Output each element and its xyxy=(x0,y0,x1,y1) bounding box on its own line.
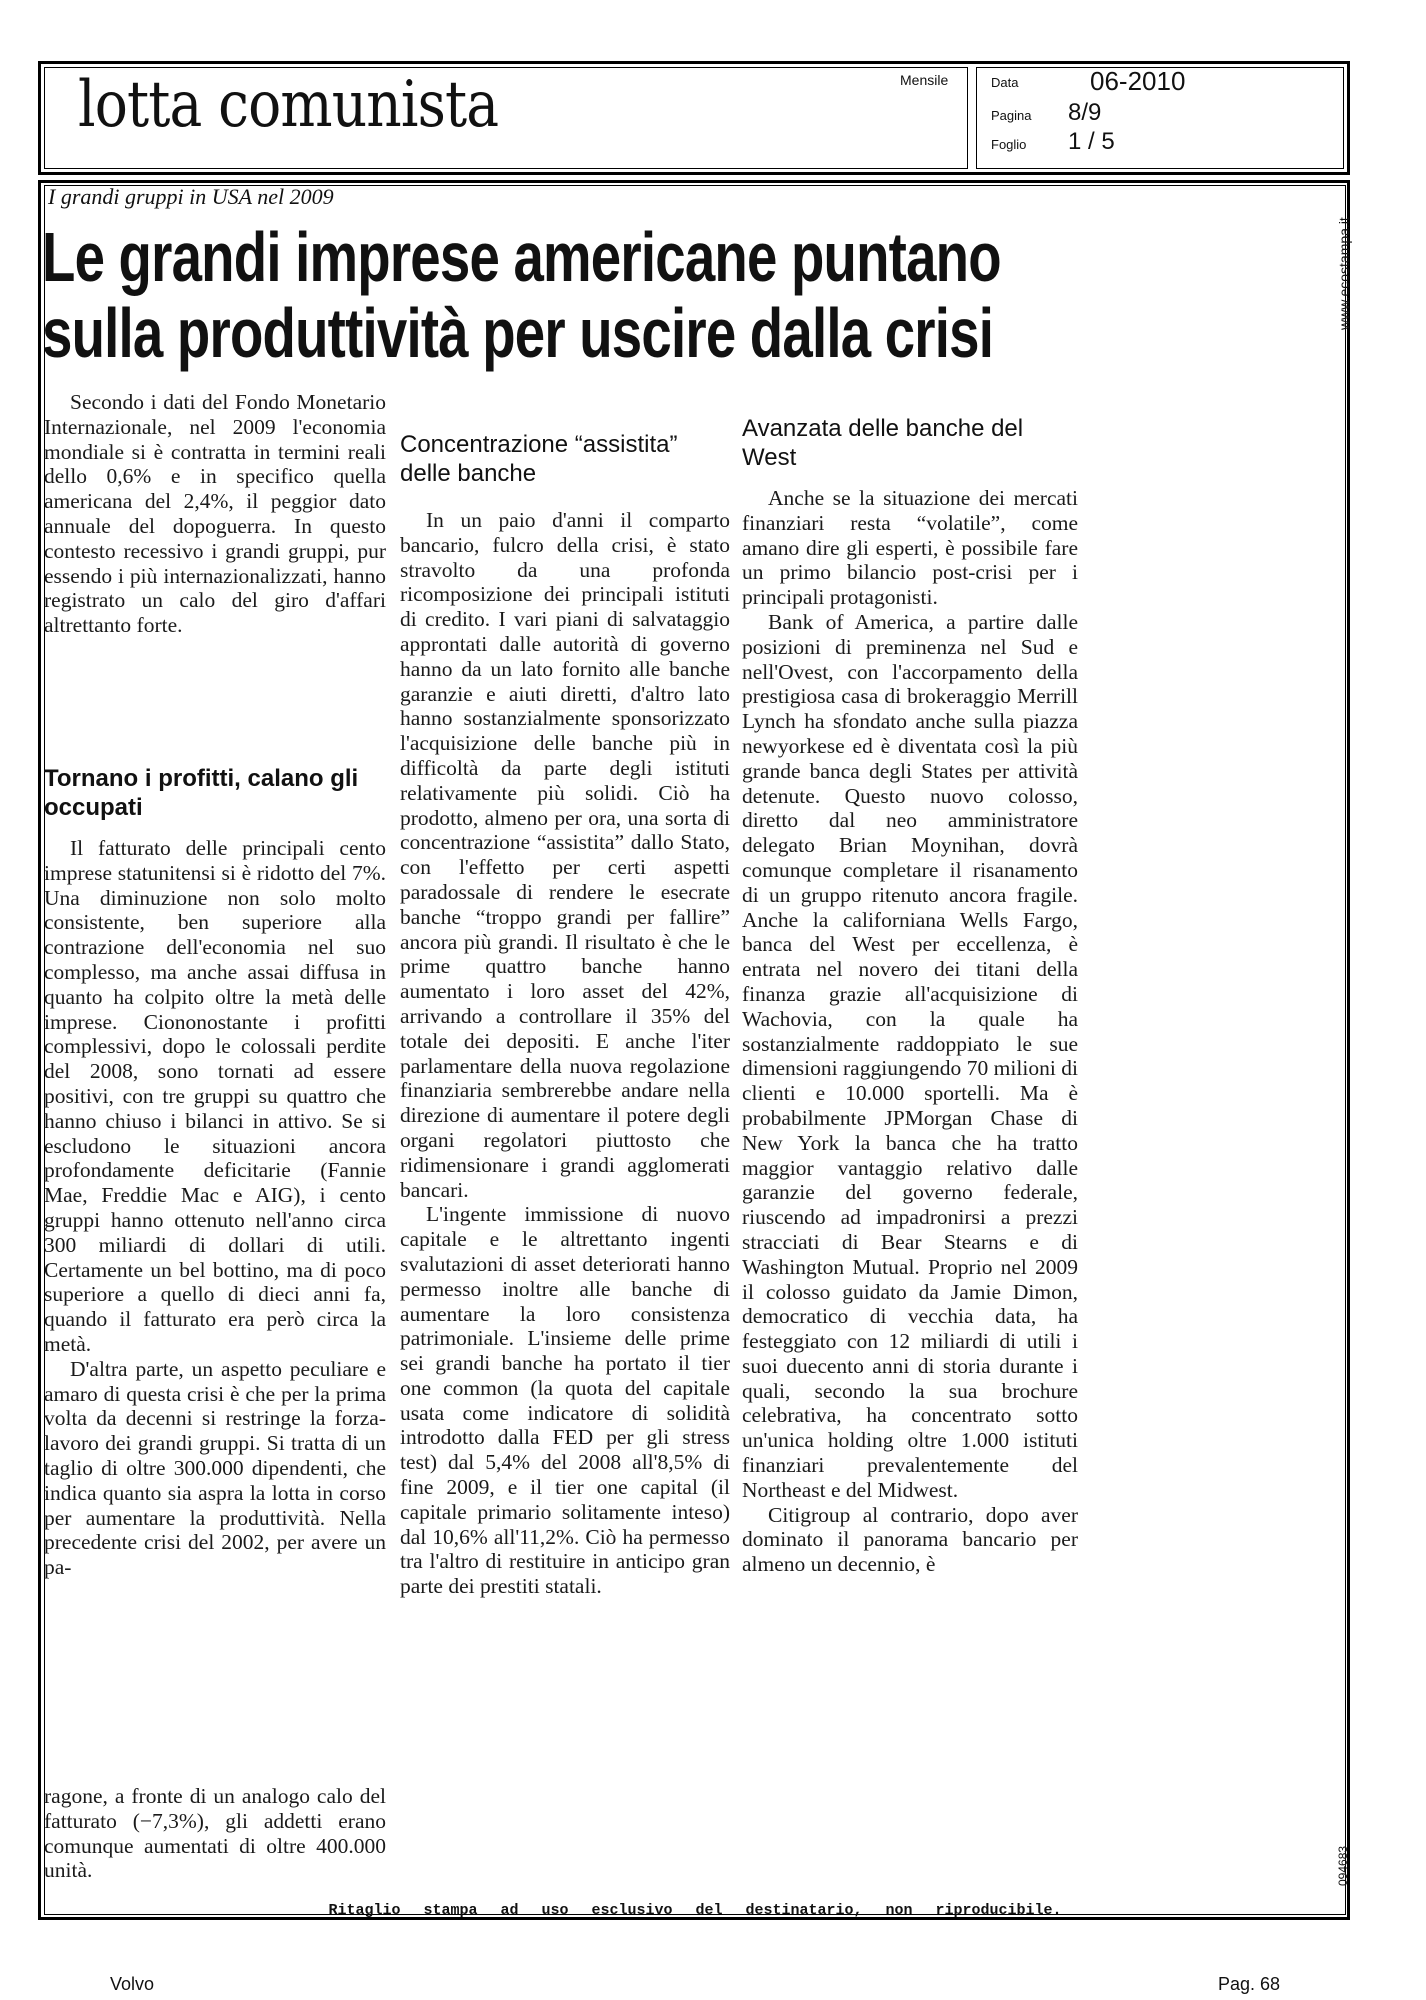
article-column-1 xyxy=(44,390,386,638)
headline-line-2: sulla produttività per uscire dalla crisi xyxy=(42,294,994,372)
column-1-paragraph-2: D'altra parte, un aspetto peculiare e amaro di questa crisi è che per la prima volta da decenni si restringe la forza-lavoro dei grandi gruppi. Si tratta di un taglio di oltre 300.000 dipendenti, che indica quanto sia aspra la lotta in corso per aumentare la produttività. Nella precedente crisi del 2002, per avere un pa- xyxy=(44,1356,386,1580)
article-column-1-tail xyxy=(44,1784,386,1883)
meta-value-data: 06-2010 xyxy=(1090,66,1186,96)
column-1-intro: Secondo i dati del Fondo Monetario Internazionale, nel 2009 l'economia mondiale si è contratta in termini reali dello 0,6% e in specifico quella americana del 2,4%, il peggior dato annuale del dopoguerra. In questo contesto recessivo i grandi gruppi, pur essendo i più internazionalizzati, hanno registrato un calo del giro d'affari altrettanto forte. xyxy=(44,390,386,638)
column-3-paragraph-1: Anche se la situazione dei mercati finanziari resta “volatile”, come amano dire gli esperti, è possibile fare un primo bilancio post-crisi per i principali protagonisti. xyxy=(742,486,1078,610)
footer-client: Volvo xyxy=(110,1974,155,1994)
meta-label-foglio: Foglio xyxy=(991,137,1027,152)
meta-label-data: Data xyxy=(991,75,1019,90)
column-1-paragraph-1: Il fatturato delle principali cento imprese statunitensi si è ridotto del 7%. Una diminuzione non solo molto consistente, ben superiore alla contrazione dell'economia nel suo complesso, ma anche assai diffusa in quanto ha colpito oltre la metà delle imprese. Ciononostante i profitti complessivi, dopo le colossali perdite del 2008, sono tornati ad essere positivi, con tre gruppi su quattro che hanno chiuso i bilanci in attivo. Se si escludono le situazioni ancora profondamente deficitarie (Fannie Mae, Freddie Mac e AIG), i cento gruppi hanno ottenuto nell'anno circa 300 miliardi di dollari di utili. Certamente un bel bottino, ma di poco superiore a quello di dieci anni fa, quando il fatturato era però circa la metà. xyxy=(44,836,386,1356)
column-3-subhead: Avanzata delle banche del West xyxy=(742,415,1024,471)
column-1-paragraph-3: ragone, a fronte di un analogo calo del fatturato (−7,3%), gli addetti erano comunque aumentati di oltre 400.000 unità. xyxy=(44,1784,386,1883)
meta-value-foglio: 1 / 5 xyxy=(1068,128,1115,155)
column-1-subhead: Tornano i profitti, calano gli occupati xyxy=(44,765,359,821)
article-kicker: I grandi gruppi in USA nel 2009 xyxy=(48,184,334,209)
side-url: www.ecostampa.it xyxy=(1336,217,1352,330)
reproduction-notice: Ritaglio stampa ad uso esclusivo del destinatario, non riproducibile. xyxy=(328,1902,1062,1919)
column-2-paragraph-2: L'ingente immissione di nuovo capitale e le altrettanto ingenti svalutazioni di asset deteriorati hanno permesso inoltre alle banche di aumentare la loro consistenza patrimoniale. L'insieme delle prime sei grandi banche ha portato il tier one common (la quota del capitale usata come indicatore di solidità introdotto dalla FED per gli stress test) dal 5,4% del 2008 all'8,5% di fine 2009, e il tier one capital (il capitale primario solitamente inteso) dal 10,6% all'11,2%. Ciò ha permesso tra l'altro di restituire in anticipo gran parte dei prestiti statali. xyxy=(400,1202,730,1599)
column-3-paragraph-2: Bank of America, a partire dalle posizioni di preminenza nel Sud e nell'Ovest, con l'accorpamento della prestigiosa casa di brokeraggio Merrill Lynch ha sfondato anche sulla piazza newyorkese ed è diventata così la più grande banca degli States per attività detenute. Questo nuovo colosso, diretto dal neo amministratore delegato Brian Moynihan, dovrà comunque completare il risanamento di un gruppo ritenuto ancora fragile. Anche la californiana Wells Fargo, banca del West per eccellenza, è entrata nel novero dei titani della finanza grazie all'acquisizione di Wachovia, con la quale ha sostanzialmente raddoppiato le sue dimensioni raggiungendo 70 milioni di clienti e 10.000 sportelli. Ma è probabilmente JPMorgan Chase di New York la banca che ha tratto maggior vantaggio relativo dalle garanzie del governo federale, riuscendo ad impadronirsi a prezzi stracciati di Bear Stearns e di Washington Mutual. Proprio nel 2009 il colosso guidato da Jamie Dimon, democratico di vecchia data, ha festeggiato con 12 miliardi di utili i suoi duecento anni di storia durante i quali, secondo la sua brochure celebrativa, ha concentrato sotto un'unica holding oltre 1.000 istituti finanziari prevalentemente del Northeast e del Midwest. xyxy=(742,609,1078,1502)
meta-label-pagina: Pagina xyxy=(991,108,1032,123)
footer-page-number: Pag. 68 xyxy=(1218,1974,1281,1994)
column-2-subhead: Concentrazione “assistita” delle banche xyxy=(400,431,678,487)
meta-value-pagina: 8/9 xyxy=(1068,99,1102,126)
article-column-2 xyxy=(400,508,730,1599)
headline-line-1: Le grandi imprese americane puntano xyxy=(42,218,1001,296)
article-column-1-body xyxy=(44,836,386,1580)
article-column-3 xyxy=(742,486,1078,1577)
frequency-label: Mensile xyxy=(900,72,949,88)
column-3-paragraph-3: Citigroup al contrario, dopo aver dominato il panorama bancario per almeno un decennio, è xyxy=(742,1502,1078,1577)
column-2-paragraph-1: In un paio d'anni il comparto bancario, fulcro della crisi, è stato stravolto da una profonda ricomposizione dei principali istituti di credito. I vari piani di salvataggio approntati dalle autorità di governo hanno da un lato fornito alle banche garanzie e aiuti diretti, d'altro lato hanno sostanzialmente sponsorizzato l'acquisizione delle banche più in difficoltà da parte degli istituti relativamente più solidi. Ciò ha prodotto, almeno per ora, una sorta di concentrazione “assistita” dallo Stato, con l'effetto per certi aspetti paradossale di rendere le esecrate banche “troppo grandi per fallire” ancora più grandi. Il risultato è che le prime quattro banche hanno aumentato i loro asset del 42%, arrivando a controllare il 35% del totale dei depositi. E anche l'iter parlamentare della nuova regolazione finanziaria sembrerebbe andare nella direzione di aumentare il potere degli organi regolatori piuttosto che ridimensionare i grandi agglomerati bancari. xyxy=(400,508,730,1202)
publication-name: lotta comunista xyxy=(78,68,499,142)
side-code: 094683 xyxy=(1336,1845,1350,1886)
